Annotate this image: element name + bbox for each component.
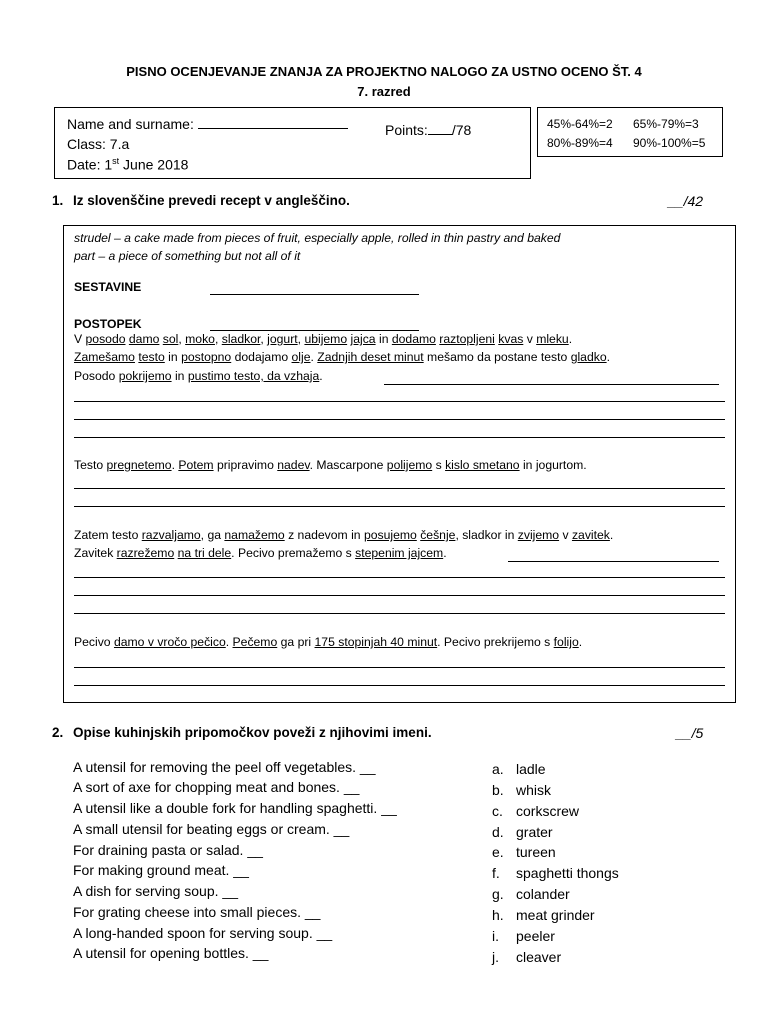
recipe-text: V — [74, 332, 86, 346]
name-field[interactable] — [67, 116, 348, 132]
recipe-text: pripravimo — [213, 458, 278, 472]
answer-line[interactable] — [74, 419, 725, 420]
match-item: For grating cheese into small pieces. __ — [73, 904, 321, 920]
definition-part: part – a piece of something but not all of it — [74, 249, 301, 263]
underlined-word: zavitek — [571, 528, 610, 542]
underlined-word: na tri dele — [177, 546, 232, 560]
underlined-word: jogurt — [267, 332, 298, 346]
recipe-text: . — [225, 635, 233, 649]
recipe-text-p7 — [74, 635, 725, 649]
option-j: j. cleaver — [492, 949, 562, 965]
option-h: h. meat grinder — [492, 907, 595, 923]
recipe-text: . Pecivo premažemo s — [231, 546, 356, 560]
recipe-text: Zavitek — [74, 546, 117, 560]
recipe-text: mešamo da postane testo — [423, 350, 571, 364]
ingredients-label: SESTAVINE — [74, 280, 142, 294]
recipe-text: s — [432, 458, 446, 472]
student-info-box — [54, 107, 531, 179]
recipe-text: in — [375, 332, 392, 346]
underlined-word: Zadnjih deset minut — [317, 350, 424, 364]
page-title: PISNO OCENJEVANJE ZNANJA ZA PROJEKTNO NALOGO ZA USTNO OCENO ŠT. 4 — [126, 64, 642, 79]
option-a: a. ladle — [492, 761, 546, 777]
recipe-text-p4 — [74, 458, 725, 472]
underlined-word: folijo — [553, 635, 579, 649]
underlined-word: kislo smetano — [445, 458, 520, 472]
recipe-box — [63, 225, 736, 703]
underlined-word: gladko — [570, 350, 607, 364]
underlined-word: pokrijemo — [118, 369, 172, 383]
underlined-word: stepenim jajcem — [355, 546, 444, 560]
underlined-word: Potem — [178, 458, 214, 472]
class-line: Class: 7.a — [67, 136, 130, 152]
underlined-word: dodamo — [391, 332, 436, 346]
underlined-word: jajca — [350, 332, 376, 346]
recipe-text: , — [178, 332, 186, 346]
recipe-text-p6 — [74, 546, 725, 560]
q2-score: __/5 — [676, 725, 704, 741]
points-label: Points: — [385, 122, 428, 138]
answer-line[interactable] — [74, 488, 725, 489]
name-label: Name and surname: — [67, 116, 194, 132]
ingredients-answer-line[interactable] — [210, 294, 419, 295]
option-b: b. whisk — [492, 782, 552, 798]
recipe-text: v — [523, 332, 537, 346]
recipe-text-p1 — [74, 332, 725, 346]
recipe-text: , — [297, 332, 305, 346]
answer-line[interactable] — [384, 384, 719, 385]
underlined-word: razvaljamo — [141, 528, 201, 542]
recipe-text: v — [559, 528, 572, 542]
underlined-word: ubijemo — [304, 332, 348, 346]
underlined-word: Pečemo — [232, 635, 278, 649]
recipe-text: . — [609, 528, 614, 542]
answer-line[interactable] — [74, 506, 725, 507]
answer-line[interactable] — [74, 437, 725, 438]
recipe-text: . — [443, 546, 447, 560]
match-item: A utensil for opening bottles. __ — [73, 945, 269, 961]
underlined-word: nadev — [277, 458, 310, 472]
match-item: A sort of axe for chopping meat and bones. __ — [73, 779, 360, 795]
grade-3: 65%-79%=3 — [633, 117, 699, 131]
underlined-word: zvijemo — [517, 528, 560, 542]
recipe-text: Pecivo — [74, 635, 114, 649]
answer-line[interactable] — [508, 561, 719, 562]
recipe-text: . Pecivo prekrijemo s — [437, 635, 554, 649]
underlined-word: namažemo — [224, 528, 285, 542]
match-item: A utensil for removing the peel off vegetables. __ — [73, 759, 376, 775]
underlined-word: pregnetemo — [106, 458, 172, 472]
grading-scale-box — [537, 107, 723, 157]
procedure-label: POSTOPEK — [74, 317, 142, 331]
answer-line[interactable] — [74, 685, 725, 686]
option-e: e. tureen — [492, 844, 556, 860]
recipe-text: dodajamo — [231, 350, 292, 364]
match-item: A long-handed spoon for serving soup. __ — [73, 925, 333, 941]
recipe-text: in — [171, 369, 188, 383]
recipe-text: in — [164, 350, 182, 364]
recipe-text: , — [214, 332, 222, 346]
q1-instruction: Iz slovenščine prevedi recept v angleščino. — [73, 193, 350, 208]
match-item: A small utensil for beating eggs or cream. __ — [73, 821, 350, 837]
answer-line[interactable] — [74, 401, 725, 402]
underlined-word: 175 stopinjah 40 minut — [314, 635, 438, 649]
underlined-word: testo — [138, 350, 165, 364]
underlined-word: postopno — [181, 350, 232, 364]
match-item: For making ground meat. __ — [73, 862, 249, 878]
underlined-word: posujemo — [363, 528, 417, 542]
match-item: A utensil like a double fork for handling spaghetti. __ — [73, 800, 397, 816]
underlined-word: olje — [291, 350, 311, 364]
points-total: /78 — [451, 122, 472, 138]
option-f: f. spaghetti thongs — [492, 865, 619, 881]
answer-line[interactable] — [74, 595, 725, 596]
recipe-text: . Mascarpone — [309, 458, 387, 472]
underlined-word: damo — [128, 332, 160, 346]
recipe-text-p2 — [74, 350, 725, 364]
q2-instruction: Opise kuhinjskih pripomočkov poveži z njihovimi imeni. — [73, 725, 432, 740]
recipe-text: Zatem testo — [74, 528, 142, 542]
answer-line[interactable] — [74, 577, 725, 578]
recipe-text: . — [319, 369, 323, 383]
match-item: A dish for serving soup. __ — [73, 883, 238, 899]
recipe-text-p5 — [74, 528, 725, 542]
underlined-word: mleku — [536, 332, 569, 346]
recipe-text: Testo — [74, 458, 107, 472]
q1-number: 1. — [52, 193, 64, 208]
recipe-text: , sladkor in — [455, 528, 518, 542]
q1-score: __/42 — [668, 193, 704, 209]
recipe-text-p3 — [74, 369, 725, 383]
underlined-word: polijemo — [386, 458, 433, 472]
recipe-text: ga pri — [277, 635, 315, 649]
recipe-text: . — [606, 350, 610, 364]
underlined-word: Zamešamo — [74, 350, 135, 364]
grade-5: 90%-100%=5 — [633, 136, 706, 150]
recipe-text: , — [260, 332, 268, 346]
underlined-word: raztopljeni — [439, 332, 495, 346]
answer-line[interactable] — [74, 613, 725, 614]
match-item: For draining pasta or salad. __ — [73, 842, 263, 858]
points-field — [385, 122, 471, 138]
date-line: Date: 1st June 2018 — [67, 156, 189, 173]
option-d: d. grater — [492, 824, 553, 840]
recipe-text: . — [568, 332, 573, 346]
recipe-text: . — [578, 635, 583, 649]
definition-strudel: strudel – a cake made from pieces of fruit, especially apple, rolled in thin pastry and baked — [74, 231, 561, 245]
grade-4: 80%-89%=4 — [547, 136, 613, 150]
recipe-text: . — [171, 458, 179, 472]
option-c: c. corkscrew — [492, 803, 580, 819]
underlined-word: posodo — [85, 332, 126, 346]
recipe-text: . — [310, 350, 318, 364]
underlined-word: pustimo testo, da vzhaja — [187, 369, 320, 383]
recipe-text: , ga — [200, 528, 225, 542]
grade-subtitle: 7. razred — [357, 84, 411, 99]
procedure-answer-line[interactable] — [210, 330, 419, 331]
option-g: g. colander — [492, 886, 570, 902]
recipe-text: in jogurtom. — [519, 458, 587, 472]
q2-number: 2. — [52, 725, 64, 740]
underlined-word: sladkor — [221, 332, 261, 346]
underlined-word: kvas — [498, 332, 524, 346]
underlined-word: razrežemo — [116, 546, 175, 560]
underlined-word: damo v vročo pečico — [113, 635, 226, 649]
underlined-word: moko — [185, 332, 215, 346]
recipe-text: Posodo — [74, 369, 119, 383]
underlined-word: sol — [162, 332, 179, 346]
grade-2: 45%-64%=2 — [547, 117, 613, 131]
answer-line[interactable] — [74, 667, 725, 668]
option-i: i. peeler — [492, 928, 555, 944]
underlined-word: češnje — [420, 528, 456, 542]
recipe-text: z nadevom in — [284, 528, 364, 542]
